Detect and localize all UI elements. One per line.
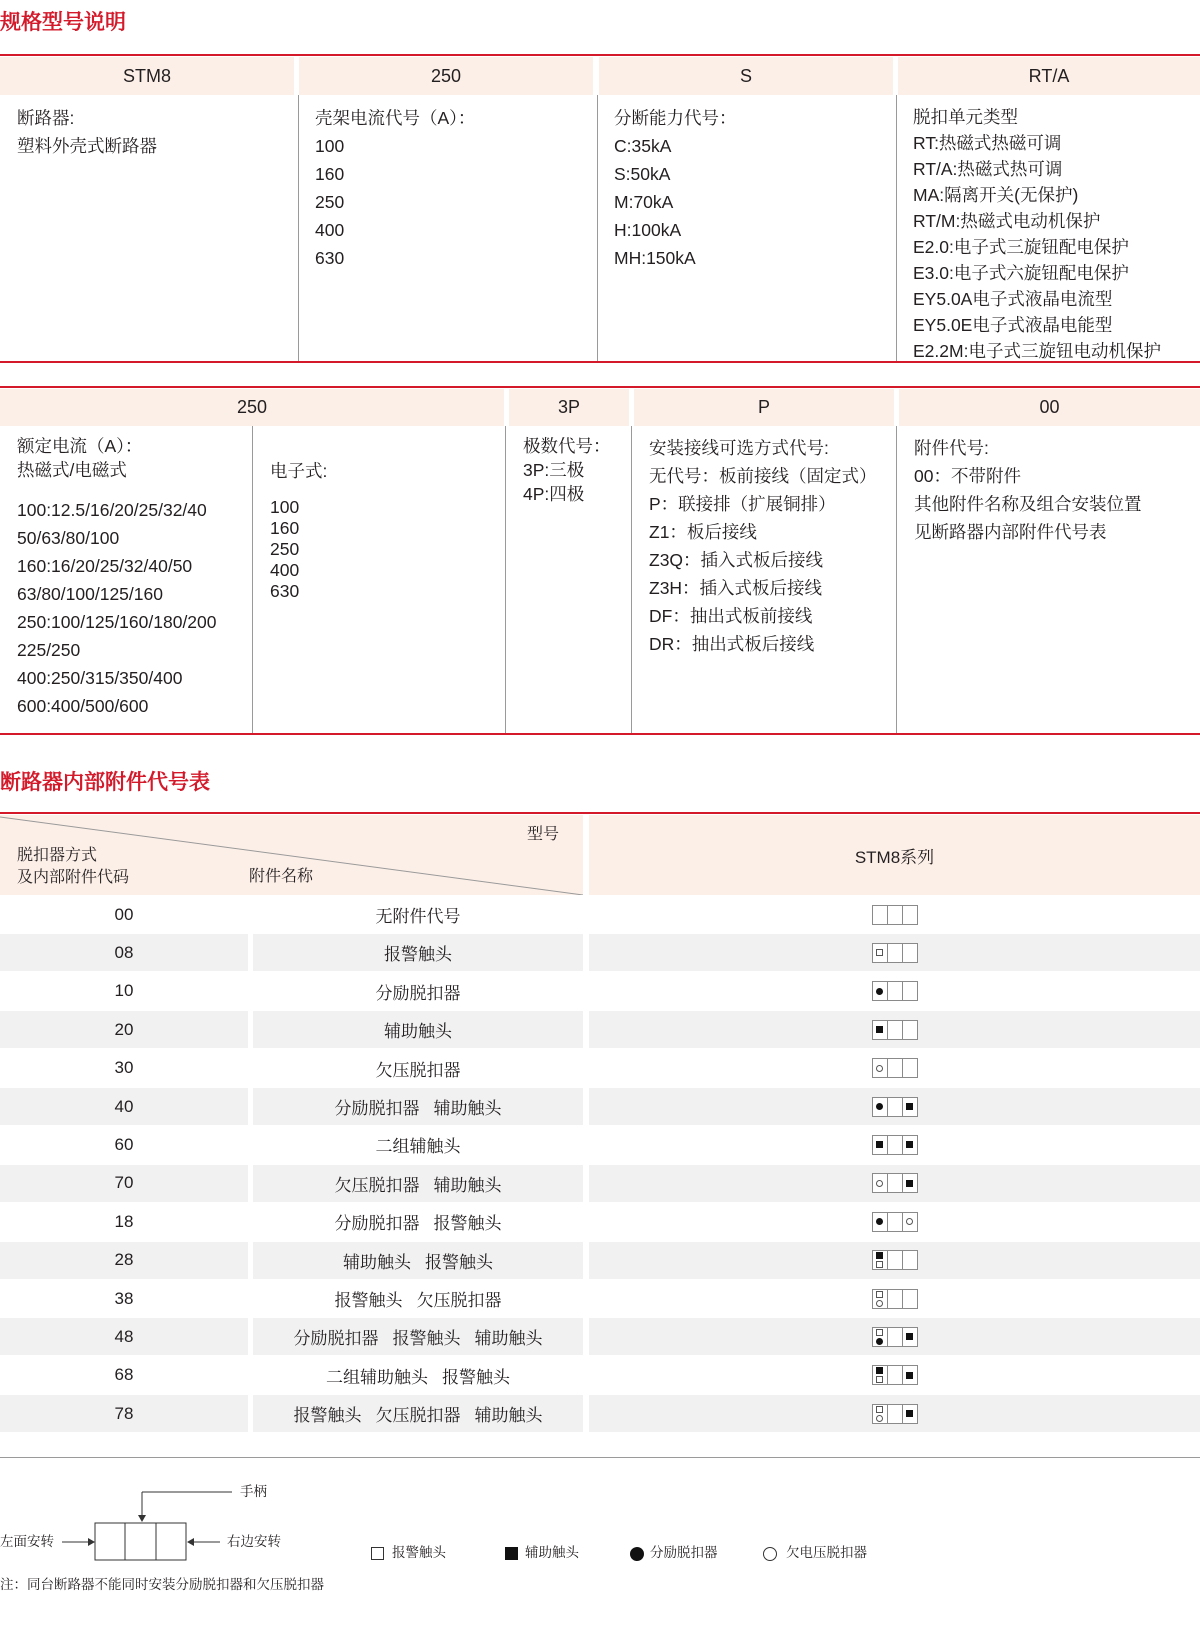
breaker-slot-diagram — [872, 1020, 918, 1040]
accessory-layout-cell — [589, 1242, 1200, 1279]
table-row — [0, 1165, 1200, 1202]
slot-mid — [888, 944, 903, 962]
trip-unit-item: E2.0:电子式三旋钮配电保护 — [913, 237, 1129, 257]
rated-current-item: 225/250 — [17, 640, 81, 660]
breaker-slot-diagram — [872, 981, 918, 1001]
rated-current-item: 50/63/80/100 — [17, 528, 120, 548]
accessory-name: 辅助触头 — [433, 1175, 502, 1195]
accessory-code: 68 — [114, 1365, 134, 1385]
electronic-current-item: 100 — [270, 497, 300, 517]
accessory-name: 辅助触头 — [474, 1406, 543, 1426]
table-row — [0, 1126, 1200, 1163]
slot-left — [873, 1174, 888, 1192]
divider — [0, 54, 1200, 56]
pole-item: 3P:三极 — [523, 460, 585, 480]
accessory-names — [253, 896, 583, 933]
breaker-slot-diagram — [872, 1135, 918, 1155]
aux-contact-icon — [906, 1333, 913, 1340]
trip-unit-item: RT/A:热磁式热可调 — [913, 159, 1063, 179]
trip-unit-item: MA:隔离开关(无保护) — [913, 185, 1079, 205]
aux-contact-icon — [876, 1141, 883, 1148]
header-name-label: 附件名称 — [249, 868, 314, 885]
accessory-names — [253, 1088, 583, 1125]
table-row — [0, 1050, 1200, 1087]
breaker-slot-diagram — [872, 1058, 918, 1078]
aux-contact-icon — [906, 1180, 913, 1187]
slot-mid — [888, 1290, 903, 1308]
accessory-code: 28 — [0, 1242, 248, 1279]
breaker-slot-diagram — [872, 1173, 918, 1193]
accessory-item: 附件代号: — [914, 438, 989, 458]
alarm-contact-icon — [876, 1406, 883, 1413]
frame-current-item: 100 — [315, 136, 345, 156]
column-divider — [896, 426, 897, 734]
aux-contact-icon — [876, 1252, 883, 1259]
undervoltage-release-icon — [906, 1218, 913, 1225]
column-divider — [896, 95, 897, 362]
accessory-names — [253, 1280, 583, 1317]
slot-left — [873, 944, 888, 962]
slot-left — [873, 1251, 888, 1269]
accessory-code: 30 — [114, 1058, 134, 1078]
legend-under-label: 欠电压脱扣器 — [786, 1545, 867, 1560]
breaking-capacity-item: M:70kA — [614, 192, 674, 212]
divider — [0, 1457, 1200, 1458]
accessory-names — [253, 1242, 583, 1279]
col-breaking-capacity — [614, 104, 737, 272]
undervoltage-release-icon — [876, 1415, 883, 1422]
accessory-layout-cell — [589, 1280, 1200, 1317]
slot-left — [873, 1136, 888, 1154]
install-item: Z3Q：插入式板后接线 — [649, 550, 824, 570]
slot-right — [903, 1366, 917, 1384]
accessory-name: 欠压脱扣器 — [375, 1406, 461, 1426]
slot-left — [873, 982, 888, 1000]
accessory-code: 78 — [0, 1395, 248, 1432]
accessory-names — [253, 1126, 583, 1163]
accessory-layout-cell — [589, 1126, 1200, 1163]
shunt-release-icon — [876, 1103, 883, 1110]
header-series-label: STM8系列 — [589, 815, 1200, 895]
column-divider — [505, 426, 506, 734]
accessory-name: 辅助触头 — [433, 1099, 502, 1118]
accessory-layout-cell — [589, 1318, 1200, 1355]
trip-unit-item: EY5.0A电子式液晶电流型 — [913, 289, 1113, 309]
slot-mid — [888, 1174, 903, 1192]
aux-contact-icon — [876, 1367, 883, 1374]
rated-current-item: 400:250/315/350/400 — [17, 668, 183, 688]
table-row — [0, 1280, 1200, 1317]
rated-current-item: 160:16/20/25/32/40/50 — [17, 556, 193, 576]
frame-current-item: 400 — [315, 220, 345, 240]
aux-contact-icon — [906, 1103, 913, 1110]
col-breaker-type — [17, 104, 157, 160]
breaker-slot-diagram — [872, 1327, 918, 1347]
slot-mid — [888, 982, 903, 1000]
electronic-current-item: 250 — [270, 539, 300, 559]
install-item: DR：抽出式板后接线 — [649, 634, 815, 654]
slot-mid — [888, 906, 903, 924]
col-rated-current-thermal — [17, 434, 217, 720]
table-row — [0, 1242, 1200, 1279]
shunt-release-icon — [876, 1338, 883, 1345]
trip-unit-item: E2.2M:电子式三旋钮电动机保护 — [913, 341, 1161, 361]
accessory-name: 报警触头 — [384, 945, 452, 965]
slot-right — [903, 1405, 917, 1423]
trip-unit-item: RT/M:热磁式电动机保护 — [913, 211, 1101, 231]
table-row — [0, 1318, 1200, 1355]
accessory-name: 报警触头 — [433, 1214, 502, 1234]
aux-contact-icon — [906, 1410, 913, 1417]
accessory-code: 00 — [114, 904, 134, 924]
breaking-capacity-item: C:35kA — [614, 136, 672, 156]
slot-right — [903, 1059, 917, 1077]
rated-current-item: 63/80/100/125/160 — [17, 584, 163, 604]
accessory-layout-cell — [589, 1203, 1200, 1240]
accessory-code: 40 — [0, 1088, 248, 1125]
accessory-code: 18 — [114, 1211, 134, 1231]
install-item: 无代号：板前接线（固定式） — [649, 466, 877, 486]
accessory-names — [253, 1203, 583, 1240]
undervoltage-release-icon — [876, 1065, 883, 1072]
accessory-name: 分励脱扣器 — [334, 1099, 420, 1118]
undervoltage-release-icon — [876, 1180, 883, 1187]
table-row — [0, 973, 1200, 1010]
header-install: P — [634, 389, 894, 426]
alarm-contact-icon — [876, 1329, 883, 1336]
pole-item: 极数代号： — [523, 436, 611, 456]
aux-contact-icon — [876, 1026, 883, 1033]
header-accessory: 00 — [899, 389, 1200, 426]
breaking-capacity-item: MH:150kA — [614, 248, 696, 268]
frame-current-item: 250 — [315, 192, 345, 212]
slot-mid — [888, 1098, 903, 1116]
accessory-layout-cell — [589, 1357, 1200, 1394]
accessory-layout-cell — [589, 896, 1200, 933]
breaking-capacity-item: S:50kA — [614, 164, 671, 184]
accessory-name: 欠压脱扣器 — [334, 1175, 420, 1195]
accessory-names — [253, 1357, 583, 1394]
electronic-current-item: 630 — [270, 581, 300, 601]
accessory-name: 分励脱扣器 — [334, 1214, 420, 1234]
accessory-code: 10 — [114, 981, 134, 1001]
slot-mid — [888, 1213, 903, 1231]
shunt-release-icon — [630, 1547, 644, 1561]
slot-left — [873, 906, 888, 924]
table-row — [0, 1088, 1200, 1125]
rated-current-item: 100:12.5/16/20/25/32/40 — [17, 500, 207, 520]
col-frame-current — [315, 104, 475, 272]
accessory-names — [253, 1011, 583, 1048]
accessory-code: 60 — [114, 1134, 134, 1154]
slot-right — [903, 982, 917, 1000]
accessory-layout-cell — [589, 1088, 1200, 1125]
header-series: STM8 — [0, 57, 294, 95]
breaker-slot-diagram — [872, 1365, 918, 1385]
slot-right — [903, 1328, 917, 1346]
header-trip-unit: RT/A — [898, 57, 1200, 95]
accessory-name: 二组辅触头 — [375, 1137, 461, 1157]
frame-current-item: 160 — [315, 164, 345, 184]
slot-right — [903, 944, 917, 962]
slot-mid — [888, 1059, 903, 1077]
table-row — [0, 1357, 1200, 1394]
accessory-layout-cell — [589, 1395, 1200, 1432]
table-row — [0, 1203, 1200, 1240]
column-divider — [252, 426, 253, 734]
electronic-label: 电子式: — [270, 461, 328, 481]
spacer — [270, 485, 327, 497]
header-type-label: 型号 — [527, 826, 560, 843]
slot-mid — [888, 1405, 903, 1423]
accessory-name: 辅助触头 — [474, 1329, 543, 1349]
table-row — [0, 1395, 1200, 1432]
alarm-contact-icon — [876, 1261, 883, 1268]
accessory-name: 分励脱扣器 — [375, 983, 461, 1003]
accessory-name: 报警触头 — [334, 1291, 403, 1310]
trip-label-line1: 脱扣器方式 — [17, 847, 98, 864]
accessory-name: 二组辅助触头 — [326, 1367, 428, 1387]
rated-current-item: 250:100/125/160/180/200 — [17, 612, 217, 632]
left-install-label: 左面安转 — [0, 1534, 54, 1549]
accessory-code: 48 — [0, 1318, 248, 1355]
slot-right — [903, 1213, 917, 1231]
install-item: 安装接线可选方式代号: — [649, 438, 829, 458]
thermal-label: 热磁式/电磁式 — [17, 460, 127, 480]
slot-mid — [888, 1366, 903, 1384]
header-trip-label — [17, 845, 129, 889]
slot-left — [873, 1405, 888, 1423]
accessory-name: 分励脱扣器 — [293, 1329, 379, 1349]
alarm-contact-icon — [876, 949, 883, 956]
footnote: 注：同台断路器不能同时安装分励脱扣器和欠压脱扣器 — [0, 1577, 324, 1592]
slot-left — [873, 1328, 888, 1346]
install-item: P：联接排（扩展铜排） — [649, 494, 836, 514]
frame-current-item: 壳架电流代号（A）： — [315, 108, 476, 128]
trip-unit-item: EY5.0E电子式液晶电能型 — [913, 315, 1113, 335]
accessory-layout-cell — [589, 1165, 1200, 1202]
accessory-names — [253, 1050, 583, 1087]
accessory-names — [253, 1318, 583, 1355]
accessory-names — [253, 934, 583, 971]
header-poles: 3P — [509, 389, 629, 426]
install-item: DF：抽出式板前接线 — [649, 606, 813, 626]
aux-contact-icon — [505, 1547, 518, 1560]
accessory-names — [253, 1395, 583, 1432]
slot-mid — [888, 1251, 903, 1269]
header-breaking-capacity: S — [599, 57, 893, 95]
shunt-release-icon — [876, 1218, 883, 1225]
rated-current-label: 额定电流（A）： — [17, 436, 143, 456]
divider — [0, 812, 1200, 814]
section-title-spec: 规格型号说明 — [0, 11, 126, 34]
accessory-name: 报警触头 — [293, 1406, 362, 1426]
accessory-names — [253, 1165, 583, 1202]
accessory-names — [253, 973, 583, 1010]
col-install — [649, 434, 877, 658]
table-row — [0, 934, 1200, 971]
breaker-slot-diagram — [872, 1404, 918, 1424]
rated-current-item: 600:400/500/600 — [17, 696, 149, 716]
alarm-contact-icon — [876, 1376, 883, 1383]
trip-unit-item: 脱扣单元类型 — [913, 107, 1018, 127]
col-accessory — [914, 434, 1142, 546]
accessory-name: 辅助触头 — [384, 1022, 452, 1042]
alarm-contact-icon — [876, 1291, 883, 1298]
slot-left — [873, 1290, 888, 1308]
slot-left — [873, 1213, 888, 1231]
accessory-code: 08 — [0, 934, 248, 971]
accessory-layout-cell — [589, 1011, 1200, 1048]
accessory-name: 欠压脱扣器 — [375, 1060, 461, 1080]
legend-shunt-label: 分励脱扣器 — [650, 1545, 718, 1560]
handle-label: 手柄 — [240, 1484, 267, 1499]
electronic-current-item: 400 — [270, 560, 300, 580]
slot-left — [873, 1366, 888, 1384]
slot-left — [873, 1059, 888, 1077]
accessory-name: 报警触头 — [425, 1252, 493, 1272]
col-trip-unit-types — [913, 104, 1161, 364]
accessory-code: 20 — [0, 1011, 248, 1048]
slot-mid — [888, 1328, 903, 1346]
accessory-name: 欠压脱扣器 — [416, 1291, 502, 1310]
accessory-layout-cell — [589, 973, 1200, 1010]
shunt-release-icon — [876, 988, 883, 995]
divider — [0, 361, 1200, 363]
breaker-slot-diagram — [872, 905, 918, 925]
col-poles — [523, 434, 611, 506]
breaker-desc-line: 塑料外壳式断路器 — [17, 136, 157, 156]
accessory-layout-cell — [589, 934, 1200, 971]
accessory-name: 无附件代号 — [375, 907, 461, 926]
breaker-slot-diagram — [872, 1250, 918, 1270]
table-row — [0, 1011, 1200, 1048]
accessory-item: 其他附件名称及组合安装位置 — [914, 494, 1142, 514]
alarm-contact-icon — [371, 1547, 384, 1560]
table-row — [0, 896, 1200, 933]
slot-right — [903, 1021, 917, 1039]
header-frame-current: 250 — [299, 57, 593, 95]
accessory-item: 见断路器内部附件代号表 — [914, 522, 1107, 542]
legend-alarm-label: 报警触头 — [392, 1545, 446, 1560]
install-item: Z3H：插入式板后接线 — [649, 578, 823, 598]
accessory-name: 报警触头 — [392, 1329, 461, 1349]
frame-current-item: 630 — [315, 248, 345, 268]
slot-right — [903, 906, 917, 924]
accessory-name: 报警触头 — [442, 1367, 510, 1387]
divider — [0, 733, 1200, 735]
slot-mid — [888, 1021, 903, 1039]
undervoltage-release-icon — [876, 1300, 883, 1307]
breaker-slot-diagram — [872, 1097, 918, 1117]
trip-label-line2: 及内部附件代码 — [17, 869, 130, 886]
divider — [0, 386, 1200, 388]
breaker-desc-line: 断路器: — [17, 108, 75, 128]
install-diagram — [0, 1465, 320, 1575]
trip-unit-item: RT:热磁式热磁可调 — [913, 133, 1062, 153]
breaker-slot-diagram — [872, 1289, 918, 1309]
col-rated-current-electronic — [270, 457, 327, 602]
pole-item: 4P:四极 — [523, 484, 585, 504]
slot-right — [903, 1098, 917, 1116]
undervoltage-release-icon — [763, 1547, 777, 1561]
breaking-capacity-item: 分断能力代号： — [614, 108, 737, 128]
slot-left — [873, 1098, 888, 1116]
section-title-accessory: 断路器内部附件代号表 — [0, 771, 210, 794]
trip-unit-item: E3.0:电子式六旋钮配电保护 — [913, 263, 1129, 283]
breaker-slot-diagram — [872, 1212, 918, 1232]
spacer — [17, 482, 217, 496]
slot-right — [903, 1136, 917, 1154]
slot-left — [873, 1021, 888, 1039]
accessory-code: 70 — [0, 1165, 248, 1202]
accessory-layout-cell — [589, 1050, 1200, 1087]
aux-contact-icon — [906, 1141, 913, 1148]
aux-contact-icon — [906, 1372, 913, 1379]
column-divider — [298, 95, 299, 362]
install-item: Z1：板后接线 — [649, 522, 757, 542]
header-rated-current: 250 — [0, 389, 504, 426]
accessory-name: 辅助触头 — [343, 1252, 411, 1272]
slot-right — [903, 1174, 917, 1192]
slot-right — [903, 1290, 917, 1308]
accessory-code: 38 — [114, 1288, 134, 1308]
legend-aux-label: 辅助触头 — [525, 1545, 579, 1560]
slot-mid — [888, 1136, 903, 1154]
breaking-capacity-item: H:100kA — [614, 220, 682, 240]
breaker-slot-diagram — [872, 943, 918, 963]
electronic-current-item: 160 — [270, 518, 300, 538]
accessory-item: 00：不带附件 — [914, 466, 1021, 486]
slot-right — [903, 1251, 917, 1269]
column-divider — [597, 95, 598, 362]
column-divider — [631, 426, 632, 734]
right-install-label: 右边安转 — [227, 1534, 281, 1549]
